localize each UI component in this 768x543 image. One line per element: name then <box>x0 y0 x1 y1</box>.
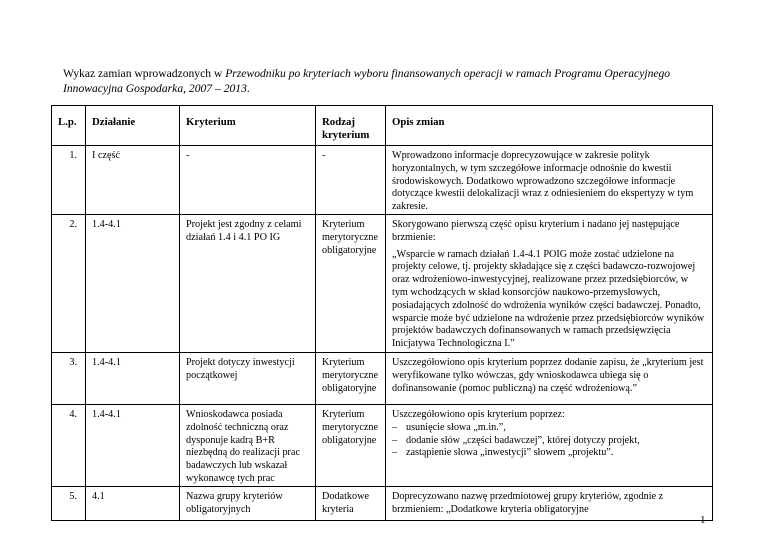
cell-lp: 2. <box>52 214 86 352</box>
cell-kryterium: Nazwa grupy kryteriów obligatoryjnych <box>180 486 316 520</box>
cell-opis <box>386 214 713 352</box>
table-row <box>52 486 713 520</box>
page-number: 1 <box>700 514 706 526</box>
header-rodzaj: Rodzaj kryterium <box>316 106 386 146</box>
cell-dzialanie: 1.4-4.1 <box>86 352 180 404</box>
cell-lp: 3. <box>52 352 86 404</box>
table-row <box>52 352 713 404</box>
cell-kryterium: Projekt jest zgodny z celami działań 1.4 i 4.1 PO IG <box>180 214 316 352</box>
intro-prefix: Wykaz zamian wprowadzonych w <box>63 67 226 80</box>
opis-intro: Uszczegółowiono opis kryterium poprzez: <box>392 408 565 420</box>
cell-rodzaj: Kryterium merytoryczne obligatoryjne <box>316 214 386 352</box>
header-kryterium: Kryterium <box>180 106 316 146</box>
intro-suffix: . <box>246 82 250 95</box>
cell-lp: 4. <box>52 404 86 486</box>
list-item: – dodanie słów „części badawczej”, której dotyczy projekt, <box>392 435 706 448</box>
cell-lp: 1. <box>52 146 86 215</box>
cell-opis: Doprecyzowano nazwę przedmiotowej grupy kryteriów, zgodnie z brzmieniem: „Dodatkowe kryteria obligatoryjne <box>386 486 713 520</box>
cell-dzialanie: I część <box>86 146 180 215</box>
cell-dzialanie: 1.4-4.1 <box>86 404 180 486</box>
cell-opis: Uszczegółowiono opis kryterium poprzez dodanie zapisu, że „kryterium jest weryfikowane tylko wówczas, gdy wnioskodawca ubiega się o dofinansowanie (pomoc publiczną) na część wdrożeniową.” <box>386 352 713 404</box>
cell-kryterium: Wnioskodawca posiada zdolność techniczną oraz dysponuje kadrą B+R niezbędną do realizacji prac badawczych lub wskazał wykonawcę tych prac <box>180 404 316 486</box>
cell-lp: 5. <box>52 486 86 520</box>
list-item: – usunięcie słowa „m.in.”, <box>392 422 706 435</box>
cell-dzialanie: 4.1 <box>86 486 180 520</box>
cell-rodzaj: Kryterium merytoryczne obligatoryjne <box>316 352 386 404</box>
document-intro <box>63 66 713 96</box>
table-row <box>52 404 713 486</box>
cell-dzialanie: 1.4-4.1 <box>86 214 180 352</box>
cell-rodzaj: - <box>316 146 386 215</box>
cell-rodzaj: Dodatkowe kryteria <box>316 486 386 520</box>
table-row <box>52 214 713 352</box>
cell-opis: Wprowadzono informacje doprecyzowujące w zakresie polityk horyzontalnych, w tym szczegółowe informacje odnośnie do kwestii środowiskowych. Dodatkowo wprowadzono szczegółowe informacje dotyczące kwestii delokalizacji wraz z odniesieniem do ekspertyzy w tym zakresie. <box>386 146 713 215</box>
intro-title: Przewodniku po kryteriach wyboru finansowanych operacji w ramach Programu Operacyjnego Innowacyjna Gospodarka, 2007 – 2013 <box>63 67 671 95</box>
cell-rodzaj: Kryterium merytoryczne obligatoryjne <box>316 404 386 486</box>
list-item: – zastąpienie słowa „inwestycji” słowem „projektu”. <box>392 447 706 460</box>
header-opis: Opis zmian <box>386 106 713 146</box>
cell-opis <box>386 404 713 486</box>
cell-kryterium: Projekt dotyczy inwestycji początkowej <box>180 352 316 404</box>
header-lp: L.p. <box>52 106 86 146</box>
change-list <box>392 422 706 460</box>
header-dzialanie: Działanie <box>86 106 180 146</box>
opis-intro: Skorygowano pierwszą część opisu kryterium i nadano jej następujące brzmienie: <box>392 218 680 243</box>
changes-table <box>51 105 713 521</box>
table-header-row <box>52 106 713 146</box>
table-row <box>52 146 713 215</box>
cell-kryterium: - <box>180 146 316 215</box>
opis-quote: „Wsparcie w ramach działań 1.4-4.1 POIG może zostać udzielone na projekty celowe, tj. projekty składające się z części badawczo-rozwojowej oraz wdrożeniowo-inwestycyjnej, realizowane przez przedsiębiorców, w tym wchodzących w skład konsorcjów naukowo-przemysłowych, posiadających zdolność do wdrożenia wyników części badawczej. Ponadto, wsparcie może być udzielone na wdrożenie przez przedsiębiorców wyników projektów badawczych dofinansowanych w ramach przedsięwzięcia Inicjatywa Technologiczna I.” <box>392 248 705 350</box>
